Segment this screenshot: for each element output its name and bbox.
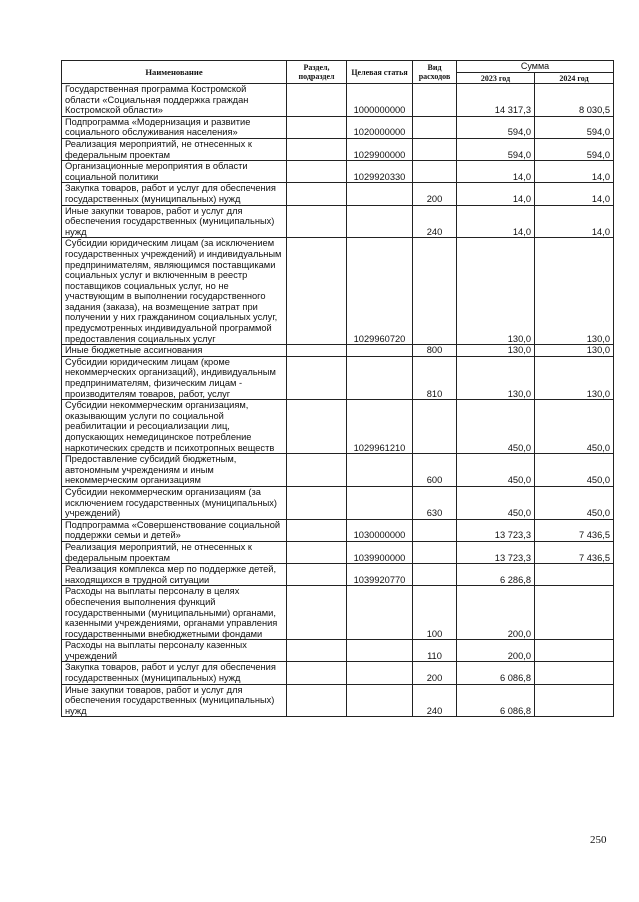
row-amount-2023: 450,0 [457,400,535,454]
row-expense-type [413,400,457,454]
row-section [287,356,347,399]
table-row [62,84,614,117]
row-expense-type [413,116,457,138]
row-section [287,640,347,662]
row-expense-type: 200 [413,183,457,205]
table-row [62,138,614,160]
row-target-article [347,640,413,662]
row-expense-type [413,541,457,563]
row-name: Расходы на выплаты персоналу в целях обеспечения выполнения функций государственными (муниципальными) органами, казенными учреждениями, органами управления государственными внебюджетными фондами [62,586,287,640]
row-section [287,519,347,541]
row-name: Субсидии некоммерческим организациям, оказывающим услуги по социальной реабилитации и ресоциализации лиц, допускающих немедицинское потребление наркотических средств и психотропных веществ [62,400,287,454]
row-expense-type [413,519,457,541]
row-expense-type [413,564,457,586]
table-row [62,519,614,541]
row-amount-2024 [535,640,614,662]
row-amount-2023: 14,0 [457,183,535,205]
row-target-article [347,356,413,399]
row-section [287,345,347,357]
row-section [287,183,347,205]
row-name: Организационные мероприятия в области социальной политики [62,161,287,183]
row-target-article [347,662,413,684]
row-name: Реализация мероприятий, не отнесенных к федеральным проектам [62,541,287,563]
row-name: Подпрограмма «Модернизация и развитие социального обслуживания населения» [62,116,287,138]
row-amount-2024: 14,0 [535,183,614,205]
row-amount-2024 [535,586,614,640]
row-name: Реализация мероприятий, не отнесенных к федеральным проектам [62,138,287,160]
table-row [62,454,614,487]
row-amount-2023: 130,0 [457,238,535,345]
page-number: 250 [590,834,607,846]
row-section [287,541,347,563]
row-target-article: 1020000000 [347,116,413,138]
row-name: Субсидии юридическим лицам (кроме некоммерческих организаций), индивидуальным предпринимателям, физическим лицам - производителям товаров, работ, услуг [62,356,287,399]
row-section [287,684,347,717]
row-target-article [347,684,413,717]
row-section [287,238,347,345]
table-row [62,662,614,684]
header-target-article: Целевая статья [347,61,413,84]
row-section [287,454,347,487]
table-row [62,564,614,586]
row-expense-type [413,161,457,183]
table-row [62,684,614,717]
table-row [62,116,614,138]
table-row [62,205,614,238]
row-expense-type: 810 [413,356,457,399]
row-target-article: 1030000000 [347,519,413,541]
table-row [62,486,614,519]
row-amount-2023: 130,0 [457,345,535,357]
row-section [287,586,347,640]
row-section [287,205,347,238]
row-amount-2023: 450,0 [457,454,535,487]
table-row [62,345,614,357]
row-name: Иные закупки товаров, работ и услуг для обеспечения государственных (муниципальных) нужд [62,205,287,238]
row-amount-2024: 450,0 [535,454,614,487]
row-amount-2024: 594,0 [535,138,614,160]
row-amount-2024 [535,662,614,684]
row-target-article [347,586,413,640]
row-amount-2024: 450,0 [535,400,614,454]
row-target-article [347,205,413,238]
budget-table [61,60,614,717]
row-amount-2023: 14,0 [457,161,535,183]
row-amount-2024: 450,0 [535,486,614,519]
row-target-article: 1029920330 [347,161,413,183]
row-target-article: 1000000000 [347,84,413,117]
row-name: Субсидии некоммерческим организациям (за исключением государственных (муниципальных) учреждений) [62,486,287,519]
row-name: Иные бюджетные ассигнования [62,345,287,357]
row-target-article [347,486,413,519]
header-year-2023: 2023 год [457,73,535,84]
row-expense-type [413,138,457,160]
row-amount-2023: 594,0 [457,138,535,160]
row-amount-2023: 130,0 [457,356,535,399]
row-name: Закупка товаров, работ и услуг для обеспечения государственных (муниципальных) нужд [62,183,287,205]
row-amount-2024: 130,0 [535,356,614,399]
row-target-article: 1029960720 [347,238,413,345]
row-expense-type: 630 [413,486,457,519]
row-section [287,116,347,138]
row-name: Подпрограмма «Совершенствование социальной поддержки семьи и детей» [62,519,287,541]
row-amount-2023: 200,0 [457,640,535,662]
row-name: Иные закупки товаров, работ и услуг для обеспечения государственных (муниципальных) нужд [62,684,287,717]
row-name: Расходы на выплаты персоналу казенных учреждений [62,640,287,662]
table-row [62,541,614,563]
row-amount-2024: 7 436,5 [535,541,614,563]
table-row [62,183,614,205]
row-amount-2023: 6 086,8 [457,662,535,684]
header-name: Наименование [62,61,287,84]
row-amount-2024: 594,0 [535,116,614,138]
row-section [287,400,347,454]
row-amount-2024 [535,564,614,586]
row-name: Государственная программа Костромской области «Социальная поддержка граждан Костромской области» [62,84,287,117]
row-expense-type: 800 [413,345,457,357]
row-expense-type: 110 [413,640,457,662]
table-row [62,640,614,662]
header-year-2024: 2024 год [535,73,614,84]
row-amount-2023: 13 723,3 [457,519,535,541]
row-amount-2024 [535,684,614,717]
row-section [287,564,347,586]
table-row [62,238,614,345]
row-amount-2023: 14,0 [457,205,535,238]
row-name: Предоставление субсидий бюджетным, автономным учреждениям и иным некоммерческим организациям [62,454,287,487]
row-amount-2024: 130,0 [535,238,614,345]
row-expense-type: 600 [413,454,457,487]
table-row [62,356,614,399]
row-amount-2024: 14,0 [535,161,614,183]
row-expense-type [413,84,457,117]
row-target-article: 1039900000 [347,541,413,563]
header-section: Раздел, подраздел [287,61,347,84]
row-amount-2024: 7 436,5 [535,519,614,541]
header-sum: Сумма [457,61,614,73]
table-row [62,161,614,183]
row-amount-2023: 6 086,8 [457,684,535,717]
row-target-article [347,183,413,205]
row-target-article [347,345,413,357]
table-row [62,586,614,640]
row-target-article: 1029900000 [347,138,413,160]
row-target-article: 1029961210 [347,400,413,454]
row-amount-2023: 6 286,8 [457,564,535,586]
row-section [287,161,347,183]
row-name: Закупка товаров, работ и услуг для обеспечения государственных (муниципальных) нужд [62,662,287,684]
row-target-article: 1039920770 [347,564,413,586]
row-expense-type: 200 [413,662,457,684]
row-target-article [347,454,413,487]
row-section [287,138,347,160]
row-expense-type: 240 [413,205,457,238]
row-name: Субсидии юридическим лицам (за исключением государственных учреждений) и индивидуальным предпринимателям, являющимся поставщиками социальных услуг и включенным в реестр поставщиков социальных услуг, но не участвующим в выполнении государственного задания (заказа), на возмещение затрат при получении у них гражданином социальных услуг, предусмотренных индивидуальной программой предоставления социальных услуг [62,238,287,345]
row-expense-type [413,238,457,345]
row-name: Реализация комплекса мер по поддержке детей, находящихся в трудной ситуации [62,564,287,586]
row-amount-2023: 450,0 [457,486,535,519]
row-amount-2023: 594,0 [457,116,535,138]
row-expense-type: 100 [413,586,457,640]
row-expense-type: 240 [413,684,457,717]
table-row [62,400,614,454]
row-amount-2024: 8 030,5 [535,84,614,117]
row-section [287,486,347,519]
row-amount-2023: 14 317,3 [457,84,535,117]
row-section [287,84,347,117]
row-amount-2023: 13 723,3 [457,541,535,563]
table-body [62,84,614,717]
row-section [287,662,347,684]
row-amount-2024: 14,0 [535,205,614,238]
header-expense-type: Вид расходов [413,61,457,84]
row-amount-2023: 200,0 [457,586,535,640]
row-amount-2024: 130,0 [535,345,614,357]
